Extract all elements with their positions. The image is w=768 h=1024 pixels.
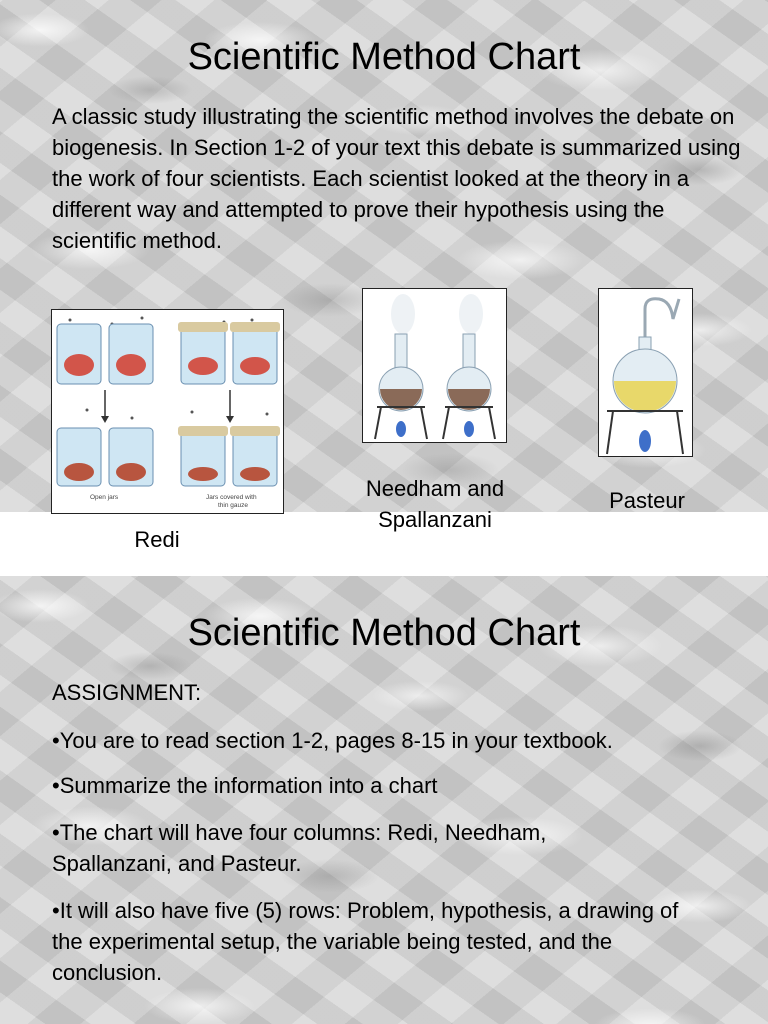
assignment-bullet-2: •Summarize the information into a chart [52, 773, 438, 798]
assignment-bullet-1: •You are to read section 1-2, pages 8-15 in your textbook. [52, 728, 613, 753]
redi-label-covered-1: Jars covered with [206, 494, 257, 501]
needham-spallanzani-experiment-image [362, 288, 507, 443]
redi-label-covered-2: thin gauze [218, 502, 248, 509]
slide-1-paragraph: A classic study illustrating the scientific method involves the debate on biogenesis. In Section 1-2 of your text this debate is summarized using the work of four scientists. Each scientist looked at the theory in a different way and attempted to prove their hypothesis using the scientific method. [52, 104, 741, 253]
assignment-bullet-4: •It will also have five (5) rows: Problem, hypothesis, a drawing of the experimental setup, the variable being tested, and the conclusion. [52, 898, 679, 985]
caption-needham-line-2: Spallanzani [378, 507, 492, 532]
caption-redi: Redi [134, 527, 180, 552]
redi-experiment-image [51, 309, 284, 514]
redi-label-open: Open jars [90, 494, 119, 501]
slide-2-title: Scientific Method Chart [187, 612, 581, 654]
assignment-heading: ASSIGNMENT: [52, 680, 202, 705]
caption-needham-line-1: Needham and [365, 476, 505, 501]
slide-1-title: Scientific Method Chart [187, 36, 581, 78]
assignment-bullet-3: •The chart will have four columns: Redi, Needham, Spallanzani, and Pasteur. [52, 820, 547, 876]
pasteur-flask-image [598, 288, 693, 457]
caption-pasteur: Pasteur [609, 488, 685, 513]
caption-needham-spallanzani [340, 473, 530, 535]
